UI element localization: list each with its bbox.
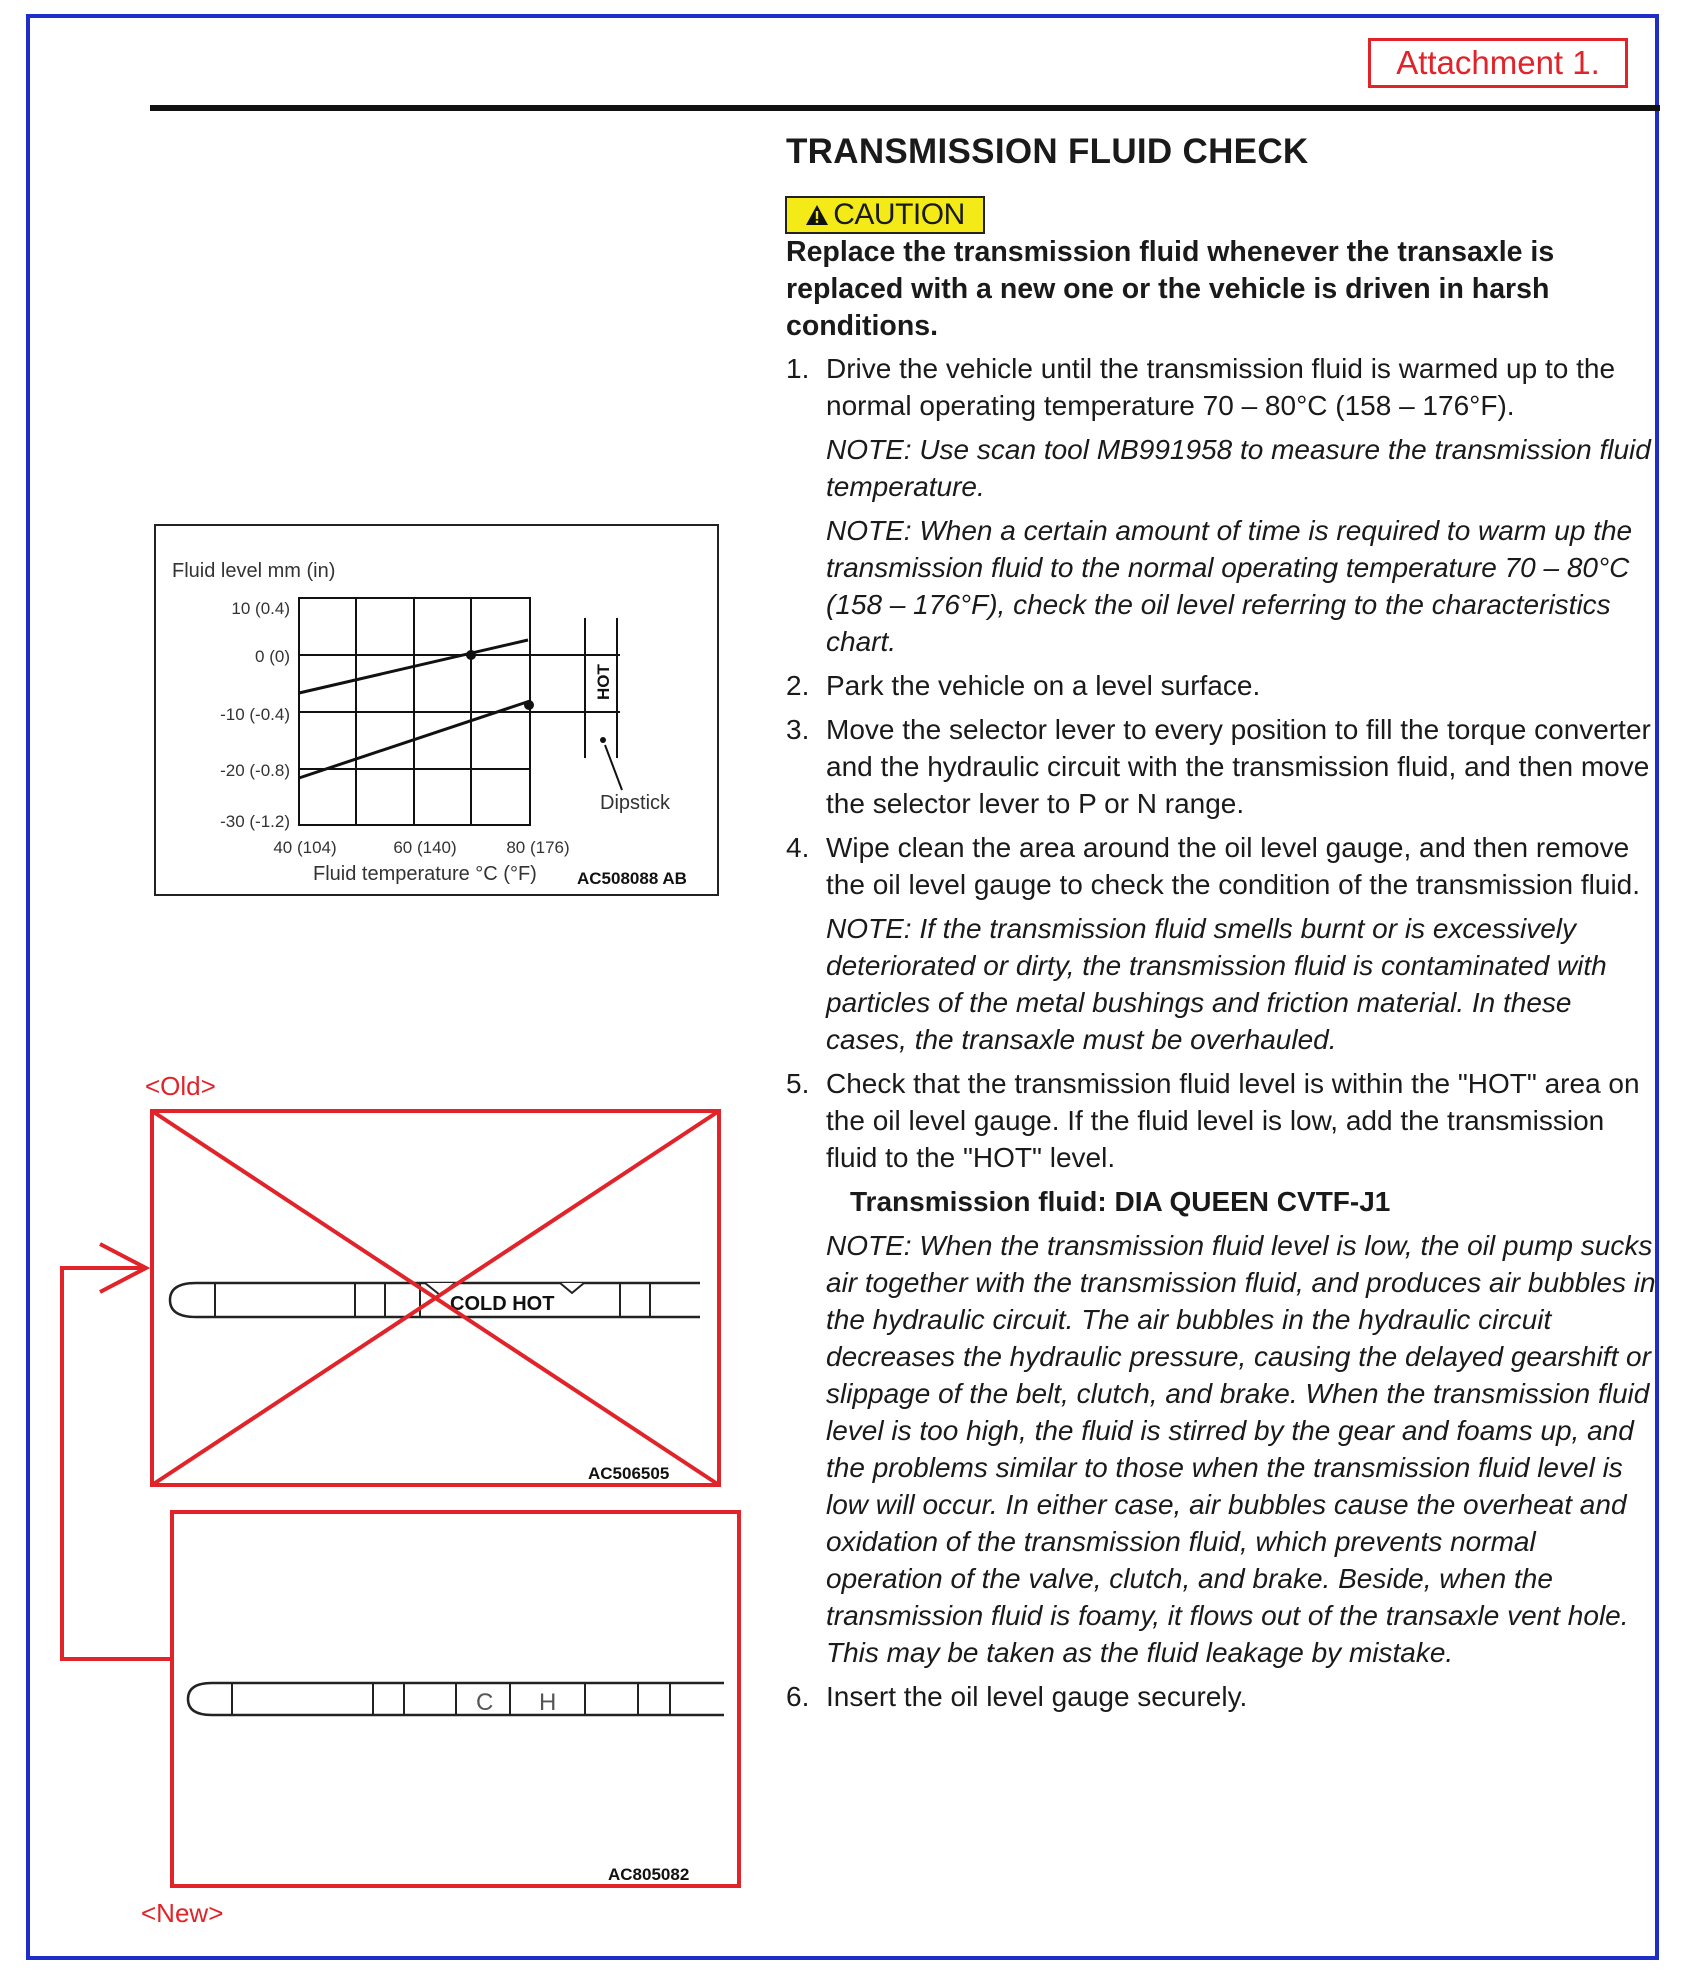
dipstick-dot	[600, 737, 606, 743]
step-note: NOTE: Use scan tool MB991958 to measure the transmission fluid temperature.	[826, 434, 1651, 502]
new-gauge-figure	[172, 1512, 739, 1886]
old-label: <Old>	[145, 1071, 216, 1101]
x-tick: 80 (176)	[506, 838, 570, 857]
step-number: 3.	[786, 714, 810, 745]
caution-label: CAUTION	[833, 198, 965, 231]
step-note: NOTE: If the transmission fluid smells burnt or is excessively deteriorated or dirty, the transmission fluid is contaminated with particles of the metal bushings and friction material. In these cases, the transaxle must be overhauled.	[826, 913, 1607, 1055]
step-text: Wipe clean the area around the oil level gauge, and then remove the oil level gauge to check the condition of the transmission fluid.	[826, 832, 1641, 900]
y-tick: 10 (0.4)	[231, 599, 290, 618]
dipstick-zone	[585, 618, 622, 790]
y-tick: -20 (-0.8)	[220, 761, 290, 780]
y-tick: -10 (-0.4)	[220, 705, 290, 724]
step-text: Insert the oil level gauge securely.	[826, 1681, 1248, 1712]
step-note: NOTE: When the transmission fluid level is low, the oil pump sucks air together with the transmission fluid, and produces air bubbles in the hydraulic circuit. The air bubbles in the hydraulic circuit decreases the hydraulic pressure, causing the delayed gearshift or slippage of the belt, clutch, and brake. When the transmission fluid level is too high, the fluid is stirred by the gear and foams up, and the problems similar to those when the transmission fluid level is low will occur. In either case, air bubbles cause the overheat and oxidation of the transmission fluid, which prevents normal operation of the valve, clutch, and brake. Beside, when the transmission fluid is foamy, it flows out of the transaxle vent hole. This may be taken as the fluid leakage by mistake.	[826, 1230, 1656, 1668]
step-text: Move the selector lever to every position to fill the torque converter and the hydraulic circuit with the transmission fluid, and then move the selector lever to P or N range.	[826, 714, 1651, 819]
step-number: 4.	[786, 832, 810, 863]
chart-code: AC508088 AB	[577, 869, 687, 888]
step-number: 2.	[786, 670, 810, 701]
attachment-label: Attachment 1.	[1368, 38, 1628, 88]
new-code: AC805082	[608, 1865, 690, 1884]
fluid-spec: Transmission fluid: DIA QUEEN CVTF-J1	[850, 1186, 1391, 1217]
x-tick: 60 (140)	[393, 838, 457, 857]
fluid-level-chart	[155, 525, 718, 895]
y-tick: -30 (-1.2)	[220, 812, 290, 831]
cold-mark: C	[476, 1689, 494, 1716]
old-code: AC506505	[588, 1464, 670, 1483]
new-label: <New>	[141, 1898, 224, 1928]
chart-grid	[299, 598, 620, 825]
data-point	[524, 700, 534, 710]
step-text: Park the vehicle on a level surface.	[826, 670, 1261, 701]
hot-label: HOT	[594, 664, 613, 700]
new-gauge-ticks	[232, 1683, 670, 1715]
data-point	[466, 650, 476, 660]
chart-xlabel: Fluid temperature °C (°F)	[313, 863, 537, 885]
step-number: 5.	[786, 1068, 810, 1099]
step-note: NOTE: When a certain amount of time is required to warm up the transmission fluid to the normal operating temperature 70 – 80°C (158 – 176°F), check the oil level referring to the characteristics chart.	[826, 515, 1633, 657]
replacement-arrow	[62, 1244, 172, 1659]
page-title: TRANSMISSION FLUID CHECK	[786, 132, 1309, 171]
x-tick: 40 (104)	[273, 838, 337, 857]
old-gauge-text: COLD HOT	[450, 1293, 555, 1315]
dipstick-label: Dipstick	[600, 792, 671, 814]
caution-text: Replace the transmission fluid whenever the transaxle is replaced with a new one or the vehicle is driven in harsh conditions.	[786, 236, 1555, 342]
hot-mark: H	[539, 1689, 557, 1716]
y-tick: 0 (0)	[255, 647, 290, 666]
step-number: 6.	[786, 1681, 810, 1712]
step-text: Check that the transmission fluid level is within the "HOT" area on the oil level gauge. If the fluid level is low, add the transmission fluid to the "HOT" level.	[826, 1068, 1640, 1173]
step-text: Drive the vehicle until the transmission fluid is warmed up to the normal operating temperature 70 – 80°C (158 – 176°F).	[826, 353, 1616, 421]
chart-ylabel: Fluid level mm (in)	[172, 560, 336, 582]
step-number: 1.	[786, 353, 810, 384]
old-gauge-figure	[152, 1111, 719, 1485]
